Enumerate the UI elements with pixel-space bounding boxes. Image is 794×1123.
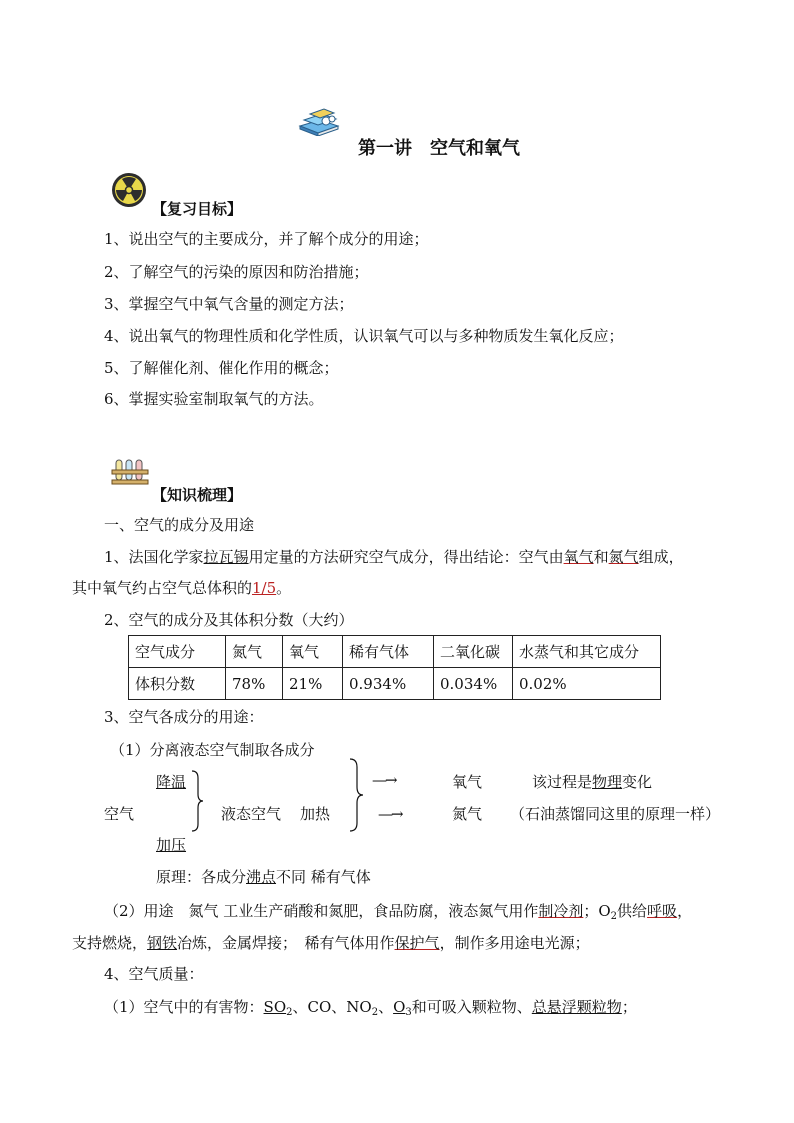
objective-item: 6、掌握实验室制取氧气的方法。 — [104, 390, 324, 408]
table-cell: 二氧化碳 — [434, 636, 513, 668]
objective-item: 5、了解催化剂、催化作用的概念； — [104, 359, 339, 377]
text: 和可吸入颗粒物、 — [411, 998, 532, 1016]
text: 、CO、NO — [292, 998, 372, 1016]
text: O — [393, 998, 406, 1016]
answer-protective-gas: 保护气 — [394, 934, 440, 952]
paragraph-1-line-2 — [72, 578, 291, 598]
principle-line — [156, 866, 371, 887]
left-brace — [190, 770, 204, 832]
text: 其中氧气约占空气总体积的 — [72, 579, 253, 597]
paragraph-4: 4、空气质量： — [104, 965, 204, 983]
answer-oxygen: 氧气 — [563, 548, 594, 566]
knowledge-heading: 【知识梳理】 — [152, 486, 243, 504]
text: 支持燃烧， — [72, 934, 148, 952]
text: ， — [677, 902, 693, 920]
text: 该过程是 — [532, 773, 593, 791]
text: （2）用途 氮气 工业生产硝酸和氮肥，食品防腐，液态氮气用作 — [104, 902, 539, 920]
composition-table — [128, 635, 661, 700]
table-header-row — [129, 636, 661, 668]
text: 不同 稀有气体 — [276, 868, 371, 886]
table-cell: 水蒸气和其它成分 — [513, 636, 661, 668]
answer-nitrogen: 氮气 — [608, 548, 639, 566]
answer-physical: 物理 — [592, 773, 623, 791]
paragraph-1-line-1 — [104, 547, 684, 567]
arrow-right-icon: —→ — [378, 805, 402, 823]
text: ；O — [583, 902, 611, 920]
table-cell: 0.034% — [434, 668, 513, 700]
text: ，制作多用途电光源； — [439, 934, 590, 952]
text: 组成， — [638, 548, 684, 566]
text: 原理：各成分 — [156, 868, 247, 886]
cool-label: 降温 — [156, 773, 187, 791]
table-row — [129, 668, 661, 700]
text: （1）空气中的有害物： — [104, 998, 264, 1016]
subscript: 2 — [286, 1007, 293, 1018]
oxygen-label: 氧气 — [452, 773, 483, 791]
text: 。 — [276, 579, 292, 597]
liquid-air-label: 液态空气 — [221, 805, 282, 823]
nitrogen-label: 氮气 — [452, 805, 483, 823]
subscript: 2 — [371, 1007, 379, 1018]
answer-particles: 总悬浮颗粒物 — [531, 998, 622, 1016]
table-cell: 空气成分 — [129, 636, 226, 668]
table-cell: 0.934% — [343, 668, 434, 700]
table-cell: 氮气 — [226, 636, 283, 668]
table-cell: 氧气 — [283, 636, 343, 668]
text: ； — [621, 998, 637, 1016]
right-brace — [348, 758, 364, 832]
text: 1、法国化学家 — [104, 548, 204, 566]
arrow-right-icon: —→ — [372, 771, 396, 789]
table-cell: 稀有气体 — [343, 636, 434, 668]
harmful-substances-line — [104, 996, 637, 1018]
distillation-note: （石油蒸馏同这里的原理一样） — [510, 805, 721, 823]
answer-o3 — [393, 998, 412, 1016]
test-tube-rack-icon — [110, 458, 150, 486]
paragraph-3: 3、空气各成分的用途： — [104, 708, 264, 726]
objective-item: 1、说出空气的主要成分，并了解个成分的用途； — [104, 230, 429, 248]
page-title: 第一讲 空气和氧气 — [358, 138, 520, 159]
text: 供给 — [617, 902, 648, 920]
objective-item: 3、掌握空气中氧气含量的测定方法； — [104, 295, 354, 313]
objective-item: 4、说出氧气的物理性质和化学性质，认识氧气可以与多种物质发生氧化反应； — [104, 327, 624, 345]
subscript: 3 — [405, 1007, 412, 1018]
text: 和 — [593, 548, 609, 566]
table-cell: 体积分数 — [129, 668, 226, 700]
paragraph-2: 2、空气的成分及其体积分数（大约） — [104, 611, 354, 629]
text: 冶炼，金属焊接； 稀有气体用作 — [177, 934, 395, 952]
answer-steel: 钢铁 — [147, 934, 178, 952]
press-label: 加压 — [156, 836, 187, 854]
table-cell: 21% — [283, 668, 343, 700]
books-icon — [296, 108, 342, 136]
answer-refrigerant: 制冷剂 — [538, 902, 584, 920]
uses-line-1 — [104, 900, 692, 922]
text: 用定量的方法研究空气成分，得出结论：空气由 — [248, 548, 564, 566]
scientist-name: 拉瓦锡 — [203, 548, 249, 566]
separation-heading: （1）分离液态空气制取各成分 — [110, 741, 315, 759]
table-cell: 78% — [226, 668, 283, 700]
uses-line-2 — [72, 932, 590, 953]
answer-breathing: 呼吸 — [647, 902, 678, 920]
air-label: 空气 — [104, 805, 135, 823]
answer-boiling-point: 沸点 — [246, 868, 277, 886]
heat-label: 加热 — [300, 805, 331, 823]
radiation-icon — [110, 171, 148, 209]
text: 变化 — [622, 773, 653, 791]
objectives-heading: 【复习目标】 — [152, 200, 243, 218]
process-note — [532, 771, 652, 792]
objective-item: 2、了解空气的污染的原因和防治措施； — [104, 263, 369, 281]
subscript: 2 — [610, 911, 618, 922]
text: SO — [263, 998, 287, 1016]
text: 、 — [378, 998, 394, 1016]
table-cell: 0.02% — [513, 668, 661, 700]
answer-fraction: 1/5 — [252, 579, 277, 597]
section-heading: 一、空气的成分及用途 — [104, 516, 255, 534]
answer-so2 — [264, 998, 293, 1016]
